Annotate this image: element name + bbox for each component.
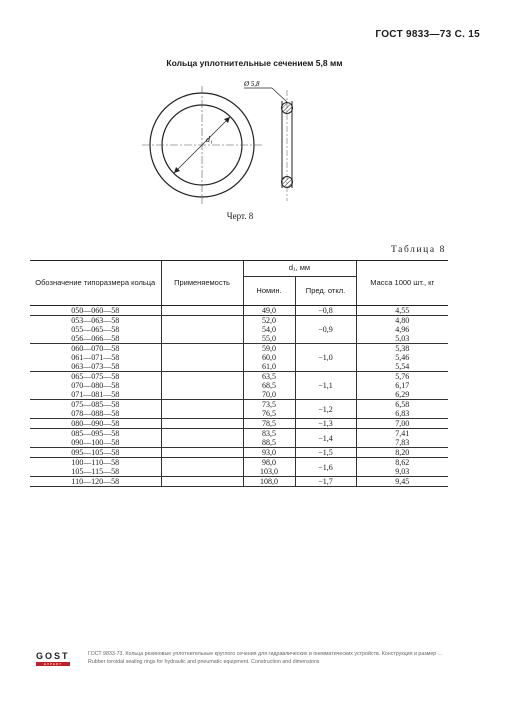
mass-cell: 9,45 (356, 477, 448, 487)
footer-description (88, 650, 508, 666)
applicability-cell (161, 429, 243, 448)
applicability-cell (161, 372, 243, 400)
table-caption: Таблица 8 (390, 245, 446, 255)
applicability-cell (161, 477, 243, 487)
footer-line-en: Rubber toroidal sealing rings for hydraulic and pneumatic equipment. Construction and dimensions (88, 659, 320, 665)
table-row (30, 429, 448, 448)
designation-cell: 065—075—58 070—080—58 071—081—58 (30, 372, 161, 400)
header-nominal: Номин. (243, 277, 295, 306)
designation-cell: 100—110—58 105—115—58 (30, 458, 161, 477)
nominal-cell: 73,5 76,5 (243, 400, 295, 419)
tolerance-cell: −0,9 (295, 316, 356, 344)
tolerance-cell: −1,3 (295, 419, 356, 429)
nominal-cell: 98,0 103,0 (243, 458, 295, 477)
nominal-cell: 93,0 (243, 448, 295, 458)
designation-cell: 050—060—58 (30, 306, 161, 316)
tolerance-cell: −1,6 (295, 458, 356, 477)
tolerance-cell: −1,4 (295, 429, 356, 448)
designation-cell: 060—070—58 061—071—58 063—073—58 (30, 344, 161, 372)
applicability-cell (161, 344, 243, 372)
nominal-cell: 83,5 88,5 (243, 429, 295, 448)
tolerance-cell: −1,5 (295, 448, 356, 458)
d1-label: d₁ (206, 135, 213, 144)
mass-cell: 8,62 9,03 (356, 458, 448, 477)
header-d1: d₁, мм (243, 261, 356, 277)
mass-cell: 5,38 5,46 5,54 (356, 344, 448, 372)
designation-cell: 085—095—58 090—100—58 (30, 429, 161, 448)
table-row (30, 458, 448, 477)
mass-cell: 4,80 4,96 5,03 (356, 316, 448, 344)
header-mass: Масса 1000 шт., кг (356, 261, 448, 306)
mass-cell: 7,00 (356, 419, 448, 429)
diameter-label: Ø 5,8 (244, 80, 260, 88)
designation-cell: 110—120—58 (30, 477, 161, 487)
tolerance-cell: −1,1 (295, 372, 356, 400)
designation-cell: 080—090—58 (30, 419, 161, 429)
nominal-cell: 49,0 (243, 306, 295, 316)
header-designation: Обозначение типоразмера кольца (30, 261, 161, 306)
gost-expert-logo: GOST EXPERT (36, 651, 70, 666)
mass-cell: 6,58 6,83 (356, 400, 448, 419)
nominal-cell: 52,0 54,0 55,0 (243, 316, 295, 344)
applicability-cell (161, 419, 243, 429)
header-tolerance: Пред. откл. (295, 277, 356, 306)
table-row (30, 477, 448, 487)
designation-cell: 075—085—58 078—088—58 (30, 400, 161, 419)
ring-size-table (30, 260, 448, 487)
page-header: ГОСТ 9833—73 С. 15 (375, 29, 480, 40)
table-row (30, 372, 448, 400)
page-title: Кольца уплотнительные сечением 5,8 мм (166, 58, 343, 68)
footer-line-ru: ГОСТ 9833-73. Кольца резиновые уплотнительные круглого сечения для гидравлических и пневматических устройств. Конструкция и размер ... (88, 651, 443, 657)
designation-cell: 053—063—58 055—065—58 056—066—58 (30, 316, 161, 344)
applicability-cell (161, 458, 243, 477)
tolerance-cell: −0,8 (295, 306, 356, 316)
nominal-cell: 59,0 60,0 61,0 (243, 344, 295, 372)
table-row (30, 316, 448, 344)
tolerance-cell: −1,0 (295, 344, 356, 372)
ring-drawing (140, 76, 320, 206)
figure-caption: Черт. 8 (226, 211, 254, 221)
footer (36, 645, 496, 675)
header-applicability: Применяемость (161, 261, 243, 306)
table-row (30, 306, 448, 316)
tolerance-cell: −1,2 (295, 400, 356, 419)
section-top (282, 103, 293, 114)
table-row (30, 419, 448, 429)
designation-cell: 095—105—58 (30, 448, 161, 458)
section-bottom (282, 177, 293, 188)
table-row (30, 344, 448, 372)
mass-cell: 8,20 (356, 448, 448, 458)
mass-cell: 5,76 6,17 6,29 (356, 372, 448, 400)
table-row (30, 400, 448, 419)
nominal-cell: 108,0 (243, 477, 295, 487)
table-row (30, 448, 448, 458)
applicability-cell (161, 306, 243, 316)
tolerance-cell: −1,7 (295, 477, 356, 487)
applicability-cell (161, 448, 243, 458)
nominal-cell: 78,5 (243, 419, 295, 429)
applicability-cell (161, 400, 243, 419)
applicability-cell (161, 316, 243, 344)
mass-cell: 7,41 7,83 (356, 429, 448, 448)
nominal-cell: 63,5 68,5 70,0 (243, 372, 295, 400)
mass-cell: 4,55 (356, 306, 448, 316)
